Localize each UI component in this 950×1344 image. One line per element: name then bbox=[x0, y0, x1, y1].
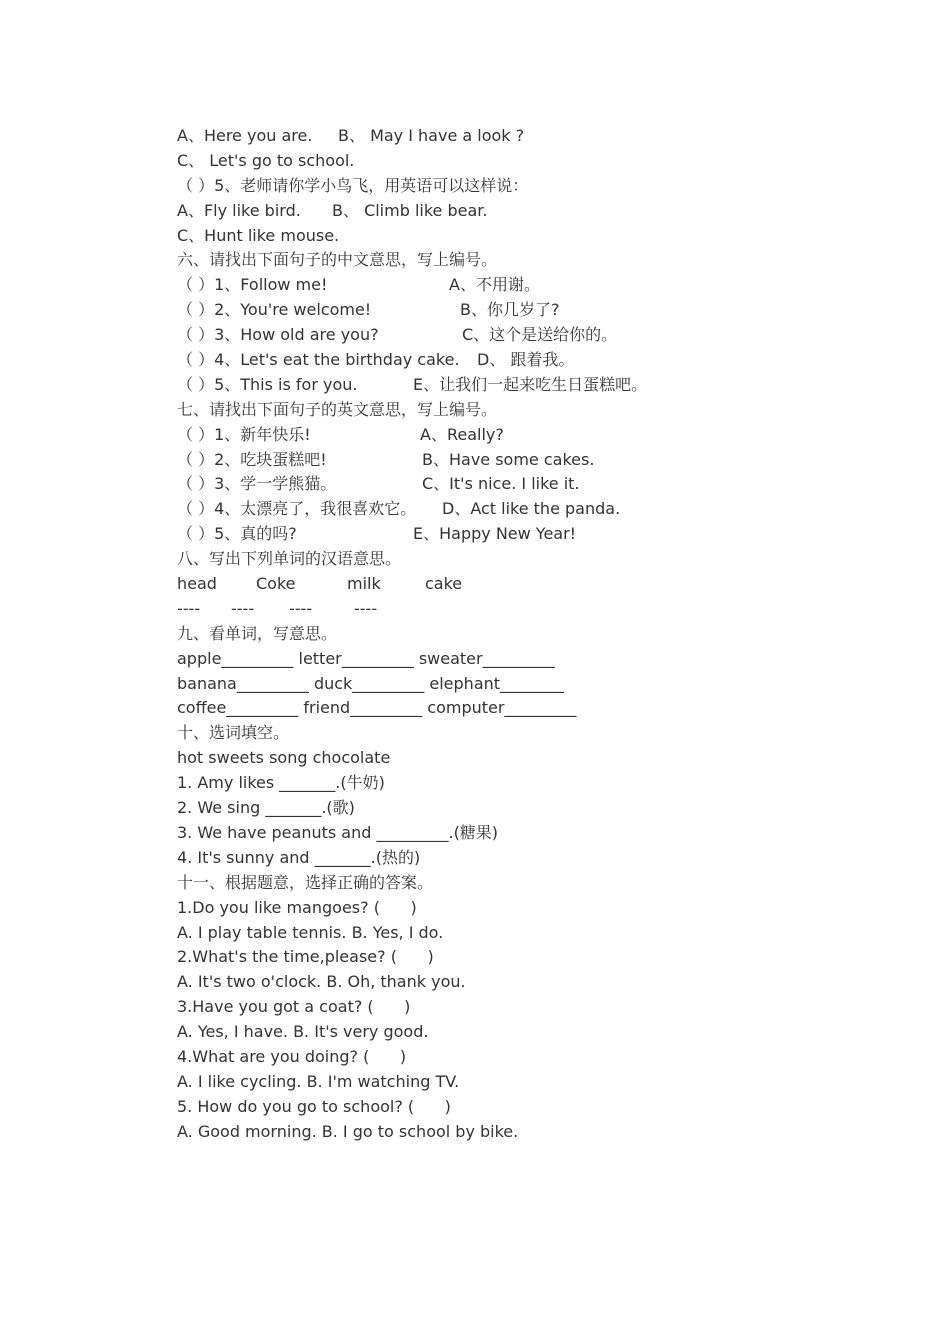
text-line bbox=[177, 1045, 877, 1070]
text-segment: （ ）5、老师请你学小鸟飞，用英语可以这样说： bbox=[177, 175, 529, 195]
text-segment: （ ）4、太漂亮了，我很喜欢它。 bbox=[177, 499, 417, 519]
text-segment: 十、选词填空。 bbox=[177, 723, 290, 743]
text-segment: E、让我们一起来吃生日蛋糕吧。 bbox=[413, 374, 648, 394]
text-segment: 八、写出下列单词的汉语意思。 bbox=[177, 549, 402, 569]
text-segment: B、Have some cakes. bbox=[422, 449, 595, 469]
text-line bbox=[177, 771, 877, 796]
document-page bbox=[177, 124, 877, 1145]
text-line bbox=[177, 871, 877, 896]
text-line bbox=[177, 970, 877, 995]
text-line bbox=[177, 423, 877, 448]
text-line bbox=[177, 348, 877, 373]
text-segment: 3. We have peanuts and _________.(糖果) bbox=[177, 822, 499, 842]
text-line bbox=[177, 597, 877, 622]
text-segment: A、Really? bbox=[420, 424, 504, 444]
text-segment: 4. It's sunny and _______.(热的) bbox=[177, 847, 421, 867]
text-segment: coffee_________ friend_________ computer_________ bbox=[177, 698, 577, 718]
text-segment: B、 Climb like bear. bbox=[332, 200, 488, 220]
text-line bbox=[177, 672, 877, 697]
text-line bbox=[177, 647, 877, 672]
text-line bbox=[177, 896, 877, 921]
text-line bbox=[177, 124, 877, 149]
text-segment: 六、请找出下面句子的中文意思，写上编号。 bbox=[177, 250, 498, 270]
text-segment: A. I play table tennis. B. Yes, I do. bbox=[177, 922, 444, 942]
text-line bbox=[177, 1020, 877, 1045]
text-line bbox=[177, 796, 877, 821]
text-line bbox=[177, 199, 877, 224]
text-line bbox=[177, 298, 877, 323]
text-segment: （ ）1、Follow me! bbox=[177, 275, 328, 295]
text-segment: A、Fly like bird. bbox=[177, 200, 301, 220]
text-line bbox=[177, 1095, 877, 1120]
text-segment: 2.What's the time,please? ( ) bbox=[177, 947, 434, 967]
text-segment: Coke bbox=[256, 574, 296, 594]
text-line bbox=[177, 721, 877, 746]
text-segment: D、 跟着我。 bbox=[477, 350, 575, 370]
text-segment: 十一、根据题意，选择正确的答案。 bbox=[177, 872, 434, 892]
text-segment: ---- bbox=[231, 598, 255, 618]
text-segment: （ ）5、真的吗? bbox=[177, 524, 297, 544]
text-line bbox=[177, 846, 877, 871]
text-segment: hot sweets song chocolate bbox=[177, 748, 391, 768]
text-line bbox=[177, 323, 877, 348]
text-line bbox=[177, 945, 877, 970]
text-segment: （ ）3、学一学熊猫。 bbox=[177, 474, 337, 494]
text-line bbox=[177, 472, 877, 497]
text-line bbox=[177, 572, 877, 597]
text-segment: 九、看单词，写意思。 bbox=[177, 623, 338, 643]
text-segment: D、Act like the panda. bbox=[442, 499, 621, 519]
text-segment: （ ）5、This is for you. bbox=[177, 374, 358, 394]
text-segment: B、 May I have a look ? bbox=[338, 126, 525, 145]
text-segment: （ ）2、You're welcome! bbox=[177, 300, 372, 320]
text-segment: A. It's two o'clock. B. Oh, thank you. bbox=[177, 972, 466, 992]
text-line bbox=[177, 248, 877, 273]
text-segment: A. Good morning. B. I go to school by bike. bbox=[177, 1121, 519, 1141]
text-segment: A、Here you are. bbox=[177, 126, 313, 145]
text-line bbox=[177, 174, 877, 199]
text-line bbox=[177, 373, 877, 398]
text-segment: milk bbox=[347, 574, 381, 594]
text-segment: cake bbox=[425, 574, 463, 594]
text-segment: E、Happy New Year! bbox=[413, 524, 577, 544]
text-segment: B、你几岁了? bbox=[460, 300, 560, 320]
text-line bbox=[177, 547, 877, 572]
text-segment: C、这个是送给你的。 bbox=[462, 325, 618, 345]
text-segment: 2. We sing _______.(歌) bbox=[177, 798, 355, 818]
text-segment: C、It's nice. I like it. bbox=[422, 474, 580, 494]
text-segment: 七、请找出下面句子的英文意思，写上编号。 bbox=[177, 399, 498, 419]
text-segment: A. I like cycling. B. I'm watching TV. bbox=[177, 1071, 460, 1091]
text-segment: （ ）2、吃块蛋糕吧! bbox=[177, 449, 327, 469]
text-segment: C、Hunt like mouse. bbox=[177, 225, 340, 245]
text-segment: 5. How do you go to school? ( ) bbox=[177, 1096, 451, 1116]
text-segment: apple_________ letter_________ sweater_________ bbox=[177, 648, 555, 668]
text-line bbox=[177, 497, 877, 522]
text-line bbox=[177, 149, 877, 174]
text-segment: banana_________ duck_________ elephant________ bbox=[177, 673, 565, 693]
text-line bbox=[177, 398, 877, 423]
text-line bbox=[177, 1120, 877, 1145]
text-segment: 4.What are you doing? ( ) bbox=[177, 1046, 407, 1066]
text-segment: （ ）1、新年快乐! bbox=[177, 424, 311, 444]
text-line bbox=[177, 821, 877, 846]
text-line bbox=[177, 224, 877, 249]
text-segment: 1. Amy likes _______.(牛奶) bbox=[177, 773, 385, 793]
text-line bbox=[177, 746, 877, 771]
text-line bbox=[177, 448, 877, 473]
text-line bbox=[177, 1070, 877, 1095]
text-line bbox=[177, 273, 877, 298]
text-segment: ---- bbox=[354, 598, 378, 618]
text-segment: 1.Do you like mangoes? ( ) bbox=[177, 897, 417, 917]
text-segment: 3.Have you got a coat? ( ) bbox=[177, 997, 411, 1017]
text-segment: head bbox=[177, 574, 217, 594]
text-segment: A. Yes, I have. B. It's very good. bbox=[177, 1022, 429, 1042]
text-line bbox=[177, 696, 877, 721]
text-segment: C、 Let's go to school. bbox=[177, 150, 355, 170]
text-segment: （ ）3、How old are you? bbox=[177, 325, 379, 345]
text-segment: ---- bbox=[177, 598, 201, 618]
text-line bbox=[177, 522, 877, 547]
text-segment: ---- bbox=[289, 598, 313, 618]
text-segment: A、不用谢。 bbox=[449, 275, 540, 295]
text-segment: （ ）4、Let's eat the birthday cake. bbox=[177, 350, 460, 370]
text-line bbox=[177, 622, 877, 647]
text-line bbox=[177, 995, 877, 1020]
text-line bbox=[177, 921, 877, 946]
